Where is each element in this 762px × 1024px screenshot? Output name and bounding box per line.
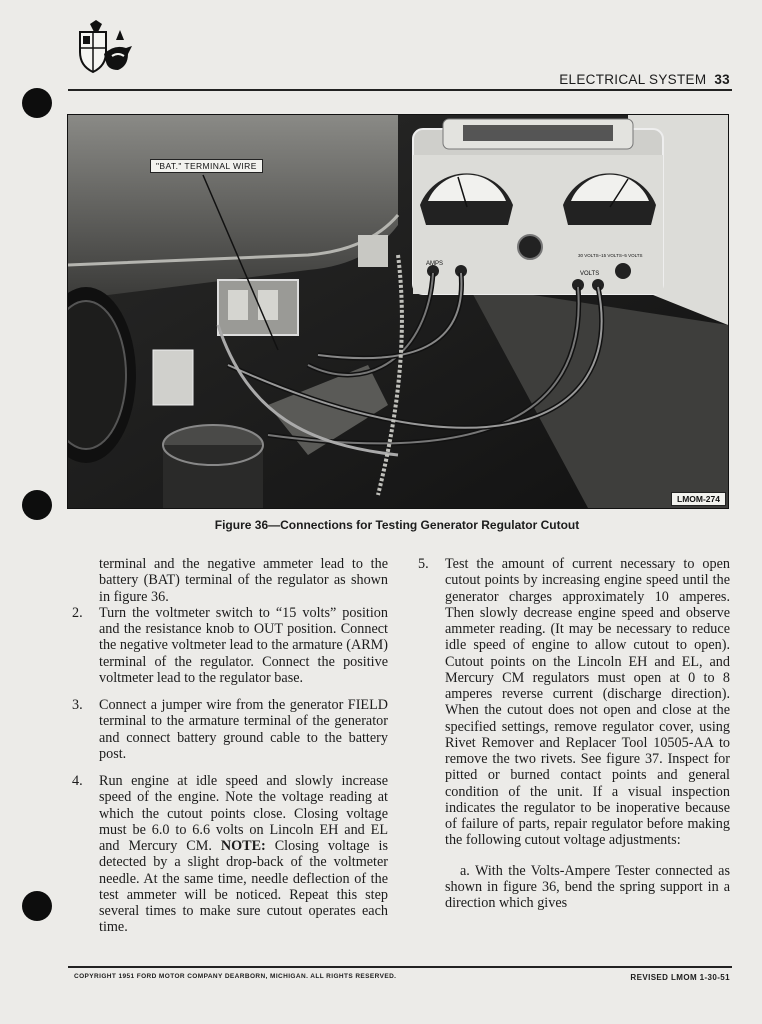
knight-crest-logo-icon — [76, 18, 138, 80]
step-number: 2. — [72, 604, 83, 621]
step-3 — [72, 697, 388, 762]
continued-paragraph: terminal and the negative ammeter lead to the battery (BAT) terminal of the regulator as shown in figure 36. — [99, 556, 388, 605]
note-label: NOTE: — [220, 838, 266, 854]
header-rule — [68, 89, 732, 91]
step-text-before-note: Run engine at idle speed and slowly increase speed of the engine. Note the voltage reading at which the cutout points close. Closing voltage must be 6.0 to 6.6 volts on Lincoln EH and EL and Mercury CM. — [99, 773, 388, 854]
engine-bay-illustration — [68, 115, 728, 508]
bat-terminal-callout: "BAT." TERMINAL WIRE — [150, 159, 263, 173]
running-header — [559, 72, 730, 87]
step-number: 3. — [72, 697, 83, 713]
step-text-after-note: Closing voltage is detected by a slight drop-back of the voltmeter needle. At the same time, needle deflection of the test ammeter will be noticed. Repeat this step several times to make sure cutout operates each time. — [99, 838, 388, 936]
step-4 — [72, 773, 388, 936]
voltmeter-label: VOLTS — [580, 271, 600, 277]
voltage-range-label: 30 VOLTS–15 VOLTS–5 VOLTS — [578, 253, 643, 258]
revision-note: REVISED LMOM 1-30-51 — [630, 973, 730, 982]
step-text: Turn the voltmeter switch to “15 volts” position and the resistance knob to OUT position. Connect the negative voltmeter lead to the armature (ARM) terminal of the regulator. Connect the positive voltmeter lead to the regulator base. — [99, 604, 388, 686]
step-text: Test the amount of current necessary to open cutout points by increasing engine speed until the generator charges approximately 10 amperes. Then slowly decrease engine speed and observe ammeter reading. (It may be necessary to reduce idle speed of engine to allow cutout to open). Cutout points on the Lincoln EH and EL, and Mercury CM regulators must open at 0 to 8 amperes reverse current (discharge direction). When the cutout does not open and close at the specified settings, remove regulator cover, using Rivet Remover and Replacer Tool 10505-AA to remove the two rivets. See figure 37. Inspect for pitted or burned contact points and general condition of the unit. If a visual inspection indicates the regulator to be inoperative because of failure of parts, repair regulator before making the following cutout voltage adjustments: — [445, 556, 730, 849]
right-column — [418, 556, 730, 911]
section-title: ELECTRICAL SYSTEM — [559, 72, 707, 87]
figure-caption: Figure 36—Connections for Testing Generator Regulator Cutout — [214, 518, 580, 532]
binder-hole-top — [22, 88, 52, 118]
copyright-notice: COPYRIGHT 1951 FORD MOTOR COMPANY DEARBORN, MICHIGAN. ALL RIGHTS RESERVED. — [74, 973, 397, 980]
page-number: 33 — [714, 72, 730, 87]
step-number: 5. — [418, 556, 429, 572]
step-text: Connect a jumper wire from the generator FIELD terminal to the armature terminal of the generator and connect battery ground cable to the battery post. — [99, 697, 388, 762]
step-text — [99, 773, 388, 936]
step-2 — [72, 605, 388, 686]
binder-hole-middle — [22, 490, 52, 520]
left-column — [72, 556, 388, 947]
binder-hole-bottom — [22, 891, 52, 921]
figure-photo — [67, 114, 729, 509]
step-number: 4. — [72, 773, 83, 789]
step-5 — [418, 556, 730, 849]
substep-a: a. With the Volts-Ampere Tester connected as shown in figure 36, bend the spring support in a direction which gives — [445, 862, 730, 911]
photo-reference-code: LMOM-274 — [671, 492, 726, 506]
ammeter-label: AMPS — [426, 261, 444, 267]
footer-rule — [68, 966, 732, 968]
